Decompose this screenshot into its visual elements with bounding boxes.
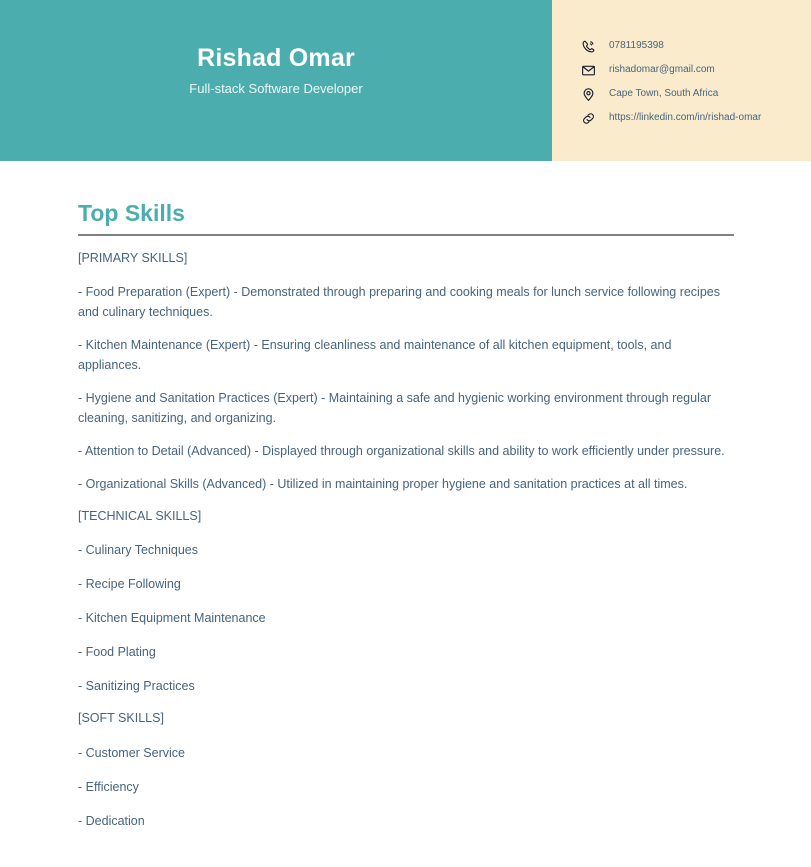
skill-entry: - Kitchen Equipment Maintenance (78, 611, 266, 626)
group-label-primary-skills: [PRIMARY SKILLS] (78, 251, 188, 266)
skill-entry: - Sanitizing Practices (78, 679, 195, 694)
group-label-technical-skills: [TECHNICAL SKILLS] (78, 508, 202, 523)
skill-entry: - Hygiene and Sanitation Practices (Expert) - Maintaining a safe and hygienic working environment through regular cleaning, sanitizing, and organizing. (78, 390, 711, 425)
section-divider (78, 234, 734, 236)
skill-entry: - Efficiency (78, 779, 139, 794)
map-pin-icon (578, 84, 598, 104)
skill-entry: - Culinary Techniques (78, 543, 198, 558)
resume-body (0, 161, 811, 831)
resume-header (0, 0, 811, 161)
skill-entry: - Recipe Following (78, 577, 181, 592)
contact-row-link (578, 106, 811, 130)
phone-icon (578, 36, 598, 56)
link-icon (578, 108, 598, 128)
header-identity-panel (0, 0, 552, 161)
contact-email-value: rishadomar@gmail.com (609, 64, 715, 75)
section-title-top-skills: Top Skills (78, 200, 185, 226)
skill-entry: - Attention to Detail (Advanced) - Displayed through organizational skills and ability to work efficiently under pressure. (78, 443, 725, 458)
skill-entry: - Customer Service (78, 745, 185, 760)
contact-link-value: https://linkedin.com/in/rishad-omar (609, 112, 762, 123)
contact-panel (552, 0, 811, 161)
skill-entry: - Organizational Skills (Advanced) - Utilized in maintaining proper hygiene and sanitation practices at all times. (78, 476, 688, 491)
contact-location-value: Cape Town, South Africa (609, 88, 719, 99)
group-label-soft-skills: [SOFT SKILLS] (78, 711, 164, 726)
skill-entry: - Food Preparation (Expert) - Demonstrated through preparing and cooking meals for lunch service following recipes and culinary techniques. (78, 284, 720, 319)
candidate-name: Rishad Omar (197, 44, 355, 72)
skill-entry: - Dedication (78, 813, 145, 828)
skill-entry: - Food Plating (78, 645, 156, 660)
envelope-icon (578, 60, 598, 80)
contact-row-email (578, 58, 811, 82)
contact-phone-value: 0781195398 (609, 40, 664, 51)
contact-row-phone (578, 34, 811, 58)
candidate-job-title: Full-stack Software Developer (189, 80, 363, 96)
skill-entry: - Kitchen Maintenance (Expert) - Ensuring cleanliness and maintenance of all kitchen equipment, tools, and appliances. (78, 337, 672, 372)
contact-row-location (578, 82, 811, 106)
